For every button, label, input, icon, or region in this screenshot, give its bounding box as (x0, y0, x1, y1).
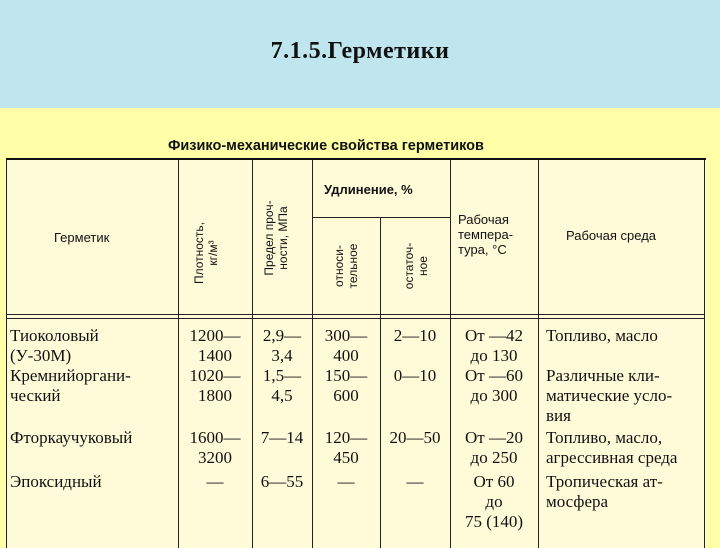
row1-name: Тиоколовый (У-30М) (10, 326, 99, 365)
row4-strength: 6—55 (260, 472, 304, 491)
row2-environment: Различные кли- матические усло- вия (546, 366, 673, 425)
row4-residual: — (406, 472, 424, 491)
row4-relative: — (337, 472, 355, 491)
header-temperature: Рабочая темпера- тура, °С (458, 212, 514, 257)
scanned-table-image (0, 108, 720, 540)
row3-strength: 7—14 (260, 428, 304, 447)
row1-strength: 2,9— 3,4 (262, 326, 302, 365)
row1-relative: 300— 400 (324, 326, 368, 365)
row4-temperature: От 60 до 75 (140) (464, 472, 524, 531)
properties-table (6, 158, 706, 548)
row3-relative: 120— 450 (324, 428, 368, 467)
row4-environment: Тропическая ат- мосфера (546, 472, 663, 511)
row2-residual: 0—10 (393, 366, 437, 385)
row4-name: Эпоксидный (10, 472, 102, 491)
row4-density: — (206, 472, 224, 491)
row3-environment: Топливо, масло, агрессивная среда (546, 428, 678, 467)
row1-density: 1200— 1400 (189, 326, 241, 365)
row3-temperature: От —20 до 250 (465, 428, 523, 467)
row2-name: Кремнийоргани- ческий (10, 366, 131, 405)
header-sealant: Герметик (54, 230, 110, 245)
slide-header (0, 0, 720, 108)
row3-name: Фторкаучуковый (10, 428, 133, 447)
row2-density: 1020— 1800 (189, 366, 241, 405)
header-relative: относи- тельное (332, 243, 360, 289)
row2-relative: 150— 600 (324, 366, 368, 405)
row1-environment: Топливо, масло (546, 326, 658, 345)
row3-density: 1600— 3200 (189, 428, 241, 467)
table-caption: Физико-механические свойства герметиков (168, 138, 484, 154)
header-elongation: Удлинение, % (324, 182, 413, 197)
row3-residual: 20—50 (389, 428, 441, 447)
header-environment: Рабочая среда (566, 228, 657, 243)
row1-residual: 2—10 (393, 326, 437, 345)
header-density: Плотность, кг/м³ (192, 221, 220, 285)
header-residual: остаточ- ное (402, 242, 430, 290)
header-strength: Предел проч- ности, МПа (262, 200, 290, 276)
row2-temperature: От —60 до 300 (465, 366, 523, 405)
row1-temperature: От —42 до 130 (465, 326, 523, 365)
row2-strength: 1,5— 4,5 (262, 366, 302, 405)
slide-title: 7.1.5.Герметики (270, 38, 450, 64)
